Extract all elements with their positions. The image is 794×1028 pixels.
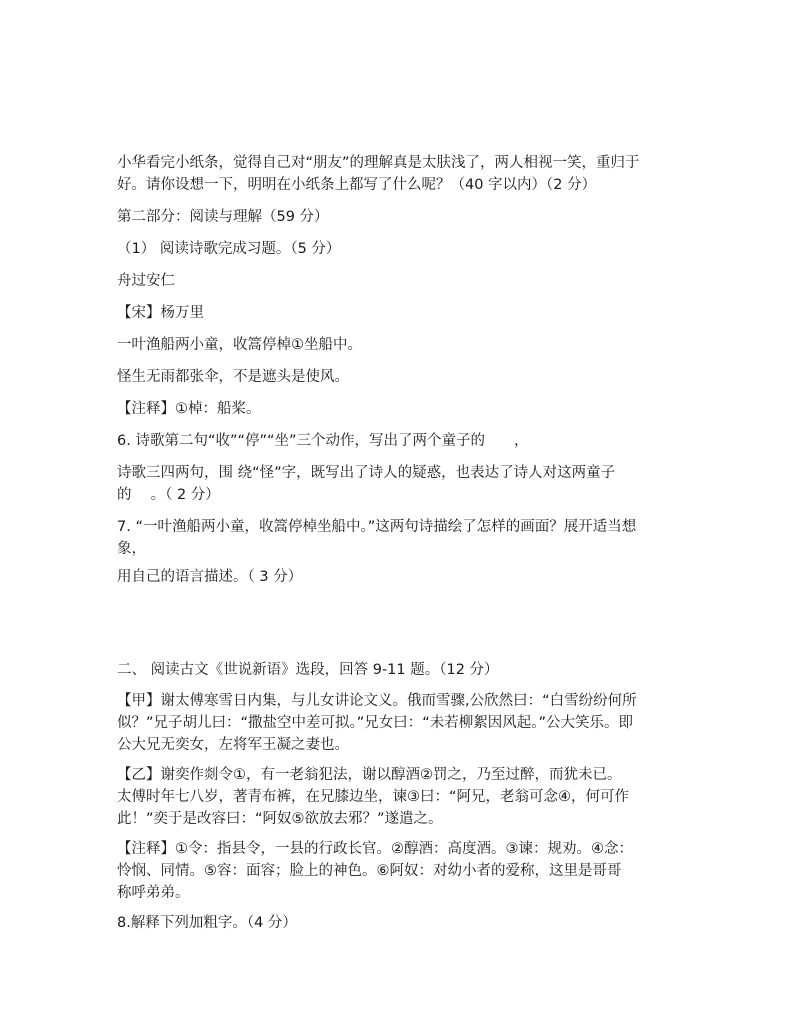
- text-line: 怜悯、同情。⑤容：面容；脸上的神色。⑥阿奴：对幼小者的爱称，这里是哥哥: [117, 863, 622, 879]
- passage-yi: 【乙】谢奕作剡令①，有一老翁犯法，谢以醇酒②罚之，乃至过醉，而犹未已。: [117, 767, 622, 783]
- question-6: 6. 诗歌第二句“收”“停”“坐”三个动作，写出了两个童子的 ，: [117, 433, 529, 449]
- passage-jia: 【甲】谢太傅寒雪日内集，与儿女讲论文义。俄而雪骤,公欣然曰：“白雪纷纷何所: [117, 693, 637, 709]
- question-7: 7. “一叶渔船两小童，收篙停棹坐船中。”这两句诗描绘了怎样的画面？展开适当想: [117, 519, 637, 535]
- text-line: 公大兄无奕女，左将军王凝之妻也。: [117, 737, 349, 753]
- text-line: 诗歌三四两句，围 绕“怪”字，既写出了诗人的疑惑，也表达了诗人对这两童子: [117, 465, 616, 481]
- annotation: 【注释】①棹：船桨。: [117, 401, 261, 417]
- text-line: 此！”奕于是改容曰：“阿奴⑤欲放去邪？”遂遣之。: [117, 811, 443, 827]
- text-line: 小华看完小纸条，觉得自己对“朋友”的理解真是太肤浅了，两人相视一笑，重归于: [117, 155, 640, 171]
- question-8: 8.解释下列加粗字。（4 分）: [117, 915, 297, 931]
- text-line: 的 。（ 2 分）: [117, 487, 220, 503]
- poem-title: 舟过安仁: [117, 273, 175, 289]
- poem-line: 怪生无雨都张伞，不是遮头是使风。: [117, 369, 349, 385]
- text-line: 好。请你设想一下，明明在小纸条上都写了什么呢？（40 字以内）（2 分）: [117, 177, 597, 193]
- section-heading: 二、 阅读古文《世说新语》选段，回答 9-11 题。（12 分）: [117, 662, 499, 678]
- annotation: 【注释】①令：指县令，一县的行政长官。②醇酒：高度酒。③谏：规劝。④念：: [117, 841, 633, 857]
- poem-author: 【宋】杨万里: [117, 305, 204, 321]
- text-line: 太傅时年七八岁，著青布裤，在兄膝边坐，谏③曰：“阿兄，老翁可念④，何可作: [117, 789, 630, 805]
- section-heading: 第二部分：阅读与理解（59 分）: [117, 209, 329, 225]
- text-line: 象，: [117, 541, 146, 557]
- text-line: 似？”兄子胡儿曰：“撒盐空中差可拟。”兄女曰：“未若柳絮因风起。”公大笑乐。即: [117, 715, 634, 731]
- text-line: 称呼弟弟。: [117, 885, 190, 901]
- text-line: 用自己的语言描述。（ 3 分）: [117, 569, 303, 585]
- poem-line: 一叶渔船两小童，收篙停棹①坐船中。: [117, 337, 362, 353]
- question-heading: （1） 阅读诗歌完成习题。（5 分）: [117, 241, 341, 257]
